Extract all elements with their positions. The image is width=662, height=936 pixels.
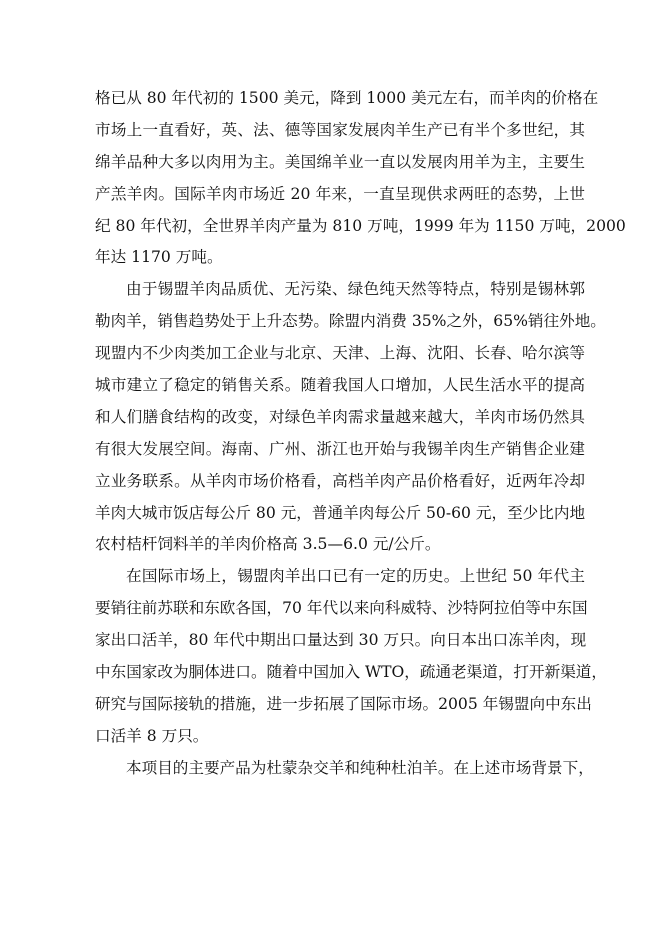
text-line: 研究与国际接轨的措施，进一步拓展了国际市场。2005 年锡盟向中东出 (95, 694, 592, 713)
text-line: 由于锡盟羊肉品质优、无污染、绿色纯天然等特点，特别是锡林郭 (126, 280, 585, 299)
text-line: 纪 80 年代初，全世界羊肉产量为 810 万吨，1999 年为 1150 万吨，2000 (95, 216, 626, 235)
text-line: 中东国家改为胴体进口。随着中国加入 WTO，疏通老渠道，打开新渠道， (95, 663, 607, 682)
text-line: 产羔羊肉。国际羊肉市场近 20 年来，一直呈现供求两旺的态势，上世 (95, 184, 585, 203)
text-line: 格已从 80 年代初的 1500 美元，降到 1000 美元左右，而羊肉的价格在 (95, 89, 599, 107)
text-line: 市场上一直看好，英、法、德等国家发展肉羊生产已有半个多世纪，其 (95, 120, 585, 139)
text-line: 勒肉羊，销售趋势处于上升态势。除盟内消费 35%之外，65%销往外地。 (95, 312, 606, 331)
text-line: 有很大发展空间。海南、广州、浙江也开始与我锡羊肉生产销售企业建 (95, 439, 585, 458)
text-line: 家出口活羊，80 年代中期出口量达到 30 万只。向日本出口冻羊肉，现 (95, 631, 587, 650)
text-line: 现盟内不少肉类加工企业与北京、天津、上海、沈阳、长春、哈尔滨等 (95, 344, 585, 363)
text-line: 城市建立了稳定的销售关系。随着我国人口增加，人民生活水平的提高 (95, 376, 585, 395)
text-line: 绵羊品种大多以肉用为主。美国绵羊业一直以发展肉用羊为主，主要生 (95, 152, 585, 171)
text-line: 在国际市场上，锡盟肉羊出口已有一定的历史。上世纪 50 年代主 (126, 567, 585, 586)
document-body (95, 83, 626, 785)
text-line: 本项目的主要产品为杜蒙杂交羊和纯种杜泊羊。在上述市场背景下， (126, 758, 594, 777)
text-line: 年达 1170 万吨。 (95, 248, 223, 267)
text-line: 口活羊 8 万只。 (95, 726, 209, 745)
text-line: 和人们膳食结构的改变，对绿色羊肉需求量越来越大，羊肉市场仍然具 (95, 407, 585, 426)
text-line: 要销往前苏联和东欧各国，70 年代以来向科威特、沙特阿拉伯等中东国 (95, 599, 588, 618)
text-line: 农村桔杆饲料羊的羊肉价格高 3.5—6.0 元/公斤。 (95, 535, 441, 554)
text-line: 立业务联系。从羊肉市场价格看，高档羊肉产品价格看好，近两年冷却 (95, 471, 585, 490)
text-line: 羊肉大城市饭店每公斤 80 元，普通羊肉每公斤 50-60 元，至少比内地 (95, 503, 586, 522)
